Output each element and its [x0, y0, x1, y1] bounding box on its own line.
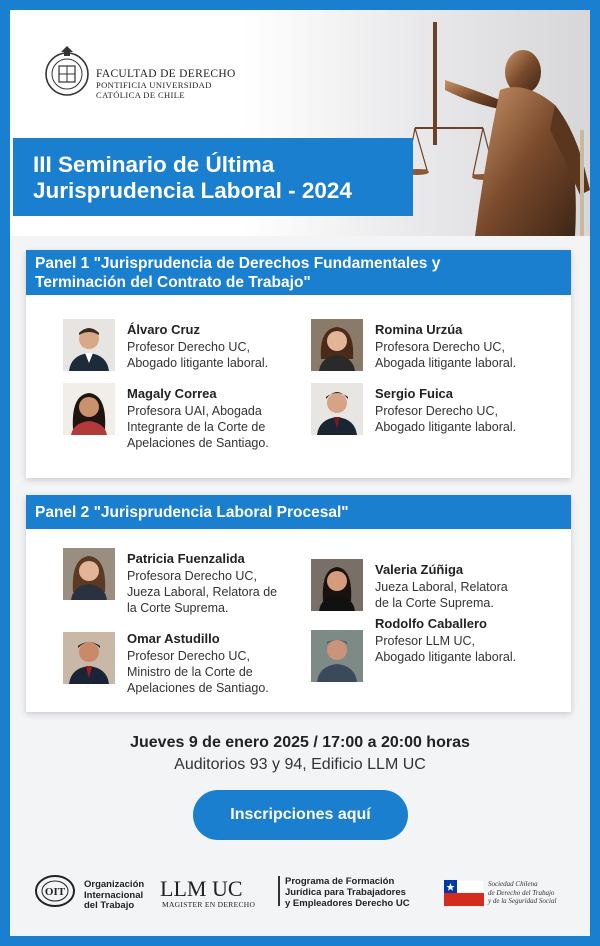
speaker-name: Patricia Fuenzalida: [127, 551, 245, 566]
panel-2-heading: [26, 495, 571, 529]
speaker-photo: [63, 383, 115, 435]
university-line1: PONTIFICIA UNIVERSIDAD: [96, 80, 212, 90]
speaker-description: Profesora Derecho UC, Jueza Laboral, Relatora de la Corte Suprema.: [127, 569, 278, 615]
speaker-photo: [63, 319, 115, 371]
speaker-photo: [63, 632, 115, 684]
university-line2: CATÓLICA DE CHILE: [96, 90, 185, 100]
speaker-description: Profesora Derecho UC, Abogada litigante laboral.: [375, 340, 517, 370]
chile-flag-icon: [444, 880, 484, 906]
speaker-name: Valeria Zúñiga: [375, 562, 464, 577]
speaker-photo: [311, 319, 363, 371]
llm-uc-subtitle: MAGISTER EN DERECHO: [162, 900, 256, 909]
footer-logos: [10, 868, 590, 916]
speaker-name: Magaly Correa: [127, 386, 217, 401]
svg-text:OIT: OIT: [44, 886, 66, 898]
speaker-photo: [311, 630, 363, 682]
oit-logo-icon: [34, 874, 76, 908]
panel-1-heading-line1: Panel 1 "Jurisprudencia de Derechos Fundamentales y: [35, 255, 441, 272]
seminar-title-box: [13, 138, 413, 216]
university-seal-icon: [44, 44, 90, 100]
speaker-photo: [63, 548, 115, 600]
panel-1-heading: [26, 250, 571, 295]
panel-2: [26, 495, 571, 712]
program-text: Programa de Formación Jurídica para Trabajadores y Empleadores Derecho UC: [285, 876, 410, 909]
header-hero: [10, 10, 590, 236]
speaker-name: Omar Astudillo: [127, 631, 220, 646]
panel-2-heading-text: Panel 2 "Jurisprudencia Laboral Procesal": [35, 504, 349, 521]
panel-1: [26, 250, 571, 478]
lady-justice-statue-image: [405, 10, 590, 236]
speaker-description: Profesor LLM UC, Abogado litigante laboral.: [375, 634, 517, 664]
register-button[interactable]: Inscripciones aquí: [193, 790, 408, 840]
event-venue: Auditorios 93 y 94, Edificio LLM UC: [174, 756, 426, 773]
panel-1-heading-line2: Terminación del Contrato de Trabajo": [35, 274, 311, 291]
llm-uc-logo: LLM UC: [160, 876, 243, 901]
speaker-name: Rodolfo Caballero: [375, 616, 487, 631]
speaker-description: Profesor Derecho UC, Abogado litigante laboral.: [375, 404, 517, 434]
speaker-description: Profesor Derecho UC, Abogado litigante laboral.: [127, 340, 269, 370]
faculty-block: [96, 68, 236, 100]
event-date: Jueves 9 de enero 2025 / 17:00 a 20:00 horas: [130, 734, 470, 751]
speaker-description: Profesora UAI, Abogada Integrante de la Corte de Apelaciones de Santiago.: [127, 404, 269, 450]
speaker-photo: [311, 383, 363, 435]
speaker-name: Álvaro Cruz: [127, 322, 200, 337]
footer-divider: [278, 876, 280, 906]
faculty-name: FACULTAD DE DERECHO: [96, 68, 236, 80]
speaker-description: Jueza Laboral, Relatora de la Corte Suprema.: [375, 580, 508, 610]
seminar-title-line1: III Seminario de Última: [33, 152, 275, 177]
society-text: Sociedad Chilena de Derecho del Trabajo y de la Seguridad Social: [488, 880, 557, 905]
speaker-photo: [311, 559, 363, 611]
seminar-title-line2: Jurisprudencia Laboral - 2024: [33, 178, 352, 203]
oit-text: Organización Internacional del Trabajo: [84, 879, 145, 911]
speaker-name: Romina Urzúa: [375, 322, 463, 337]
speaker-description: Profesor Derecho UC, Ministro de la Corte de Apelaciones de Santiago.: [127, 649, 269, 695]
speaker-name: Sergio Fuica: [375, 386, 454, 401]
flyer-card: [10, 10, 590, 936]
